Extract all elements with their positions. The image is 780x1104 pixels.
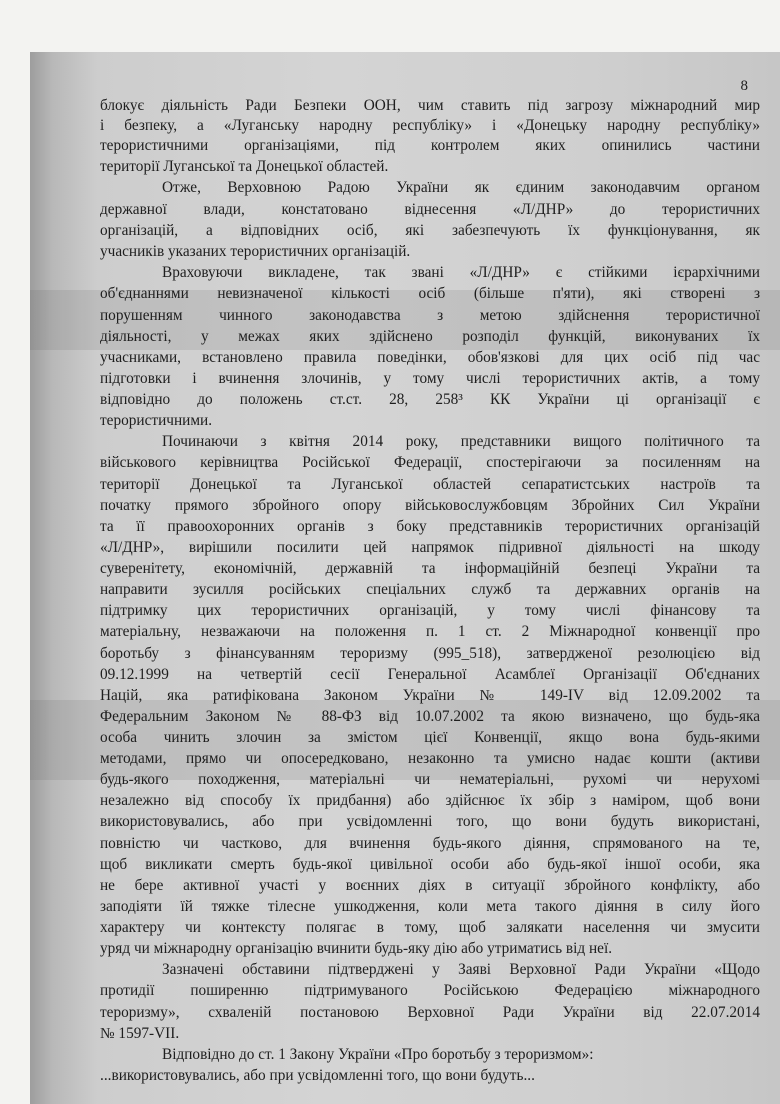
- text-line: Відповідно до ст. 1 Закону України «Про боротьбу з тероризмом»:: [162, 1045, 594, 1063]
- text-line: «Л/ДНР», вирішили посилити цей напрямок підривної діяльності на шкоду: [100, 538, 760, 556]
- text-line: Отже, Верховною Радою України як єдиним законодавчим органом: [162, 179, 760, 196]
- text-line: будь-якого походження, матеріальні чи нематеріальні, рухомі чи нерухомі: [100, 771, 760, 789]
- text-line: направити зусилля російських спеціальних служб та державних органів на: [100, 581, 760, 599]
- text-line: боротьбу з фінансуванням тероризму (995_518), затвердженої резолюцією від: [100, 644, 760, 662]
- text-line: заподіяти їй тяжке тілесне ушкодження, коли мета такого діяння в силу його: [100, 897, 760, 915]
- text-line: тероризму», схваленій постановою Верховної Ради України від 22.07.2014: [100, 1003, 760, 1021]
- text-line: діяльності, у межах яких здійснено розподіл функцій, виконуваних їх: [100, 327, 760, 345]
- text-line: і безпеку, а «Луганську народну республіку» і «Донецьку народну республіку»: [100, 116, 760, 134]
- text-line: матеріальну, незважаючи на положення п. 1 ст. 2 Міжнародної конвенції про: [100, 623, 760, 641]
- text-line: терористичними організаціями, під контролем яких опинились частини: [100, 136, 760, 154]
- text-line: організацій, а відповідних осіб, які забезпечують їх функціонування, як: [100, 222, 760, 240]
- text-line: повністю чи частково, для вчинення будь-якого діяння, спрямованого на те,: [100, 834, 760, 852]
- text-line: № 1597-VII.: [100, 1024, 180, 1042]
- page-number: 8: [740, 78, 748, 94]
- text-line: використовувались, або при усвідомленні того, що вони будуть використані,: [100, 813, 760, 831]
- text-line: учасників указаних терористичних організацій.: [100, 243, 411, 261]
- text-line: військового керівництва Російської Федерації, спостерігаючи за посиленням на: [100, 454, 760, 472]
- text-line: методами, прямо чи опосередковано, незаконно та умисно надає кошти (активи: [100, 750, 760, 768]
- document-page: [100, 68, 760, 1098]
- text-line: терористичними.: [100, 412, 213, 430]
- text-line: порушенням чинного законодавства з метою здійснення терористичної: [100, 306, 760, 324]
- text-line: 09.12.1999 на четвертій сесії Генеральної Асамблеї Організації Об'єднаних: [100, 665, 760, 683]
- text-line: підготовки і вчинення злочинів, у тому числі терористичних актів, а тому: [100, 369, 760, 387]
- text-line: учасниками, встановлено правила поведінки, обов'язкові для цих осіб під час: [100, 348, 760, 366]
- text-line: Федеральним Законом № 88-ФЗ від 10.07.2002 та якою визначено, що будь-яка: [100, 707, 760, 725]
- text-line: Зазначені обставини підтверджені у Заяві Верховної Ради України «Щодо: [162, 961, 760, 979]
- text-line: протидії поширенню підтримуваного Російською Федерацією міжнародного: [100, 982, 760, 1000]
- text-line: Націй, яка ратифікована Законом України № 149-IV від 12.09.2002 та: [100, 686, 760, 704]
- text-line: Починаючи з квітня 2014 року, представники вищого політичного та: [162, 433, 760, 451]
- text-line: суверенітету, економічній, державній та інформаційній безпеці України та: [100, 560, 760, 578]
- text-line: особа чинить злочин за змістом цієї Конвенції, якщо вона будь-якими: [100, 729, 760, 746]
- text-line: та її правоохоронних органів з боку представників терористичних організацій: [100, 517, 760, 535]
- text-line: характеру чи контексту полягає в тому, щоб залякати населення чи змусити: [100, 919, 760, 937]
- text-line: блокує діяльність Ради Безпеки ООН, чим ставить під загрозу міжнародний мир: [100, 97, 760, 115]
- text-line: відповідно до положень ст.ст. 28, 258³ КК України ці організації є: [100, 391, 760, 409]
- text-line: не бере активної участі у воєнних діях в ситуації збройного конфлікту, або: [100, 876, 760, 894]
- text-line: щоб викликати смерть будь-якої цивільної особи або будь-якої іншої особи, яка: [100, 855, 760, 873]
- text-line: незалежно від способу їх придбання) або здійснює їх збір з наміром, щоб вони: [100, 792, 760, 810]
- text-line: Враховуючи викладене, так звані «Л/ДНР» є стійкими ієрархічними: [162, 264, 760, 282]
- text-line: підтримку цих терористичних організацій, у тому числі фінансову та: [100, 602, 760, 620]
- text-line: уряд чи міжнародну організацію вчинити будь-яку дію або утриматись від неї.: [100, 940, 613, 958]
- text-line: об'єднаннями невизначеної кількості осіб (більше п'яти), які створені з: [100, 285, 760, 303]
- text-line: початку прямого збройного опору військовослужбовцям Збройних Сил України: [100, 496, 760, 514]
- text-line: ...використовувались, або при усвідомленні того, що вони будуть...: [100, 1066, 535, 1084]
- text-line: території Донецької та Луганської областей сепаратистських настроїв та: [100, 475, 760, 493]
- text-line: території Луганської та Донецької областей.: [100, 157, 389, 175]
- text-line: державної влади, констатовано віднесення «Л/ДНР» до терористичних: [100, 201, 760, 218]
